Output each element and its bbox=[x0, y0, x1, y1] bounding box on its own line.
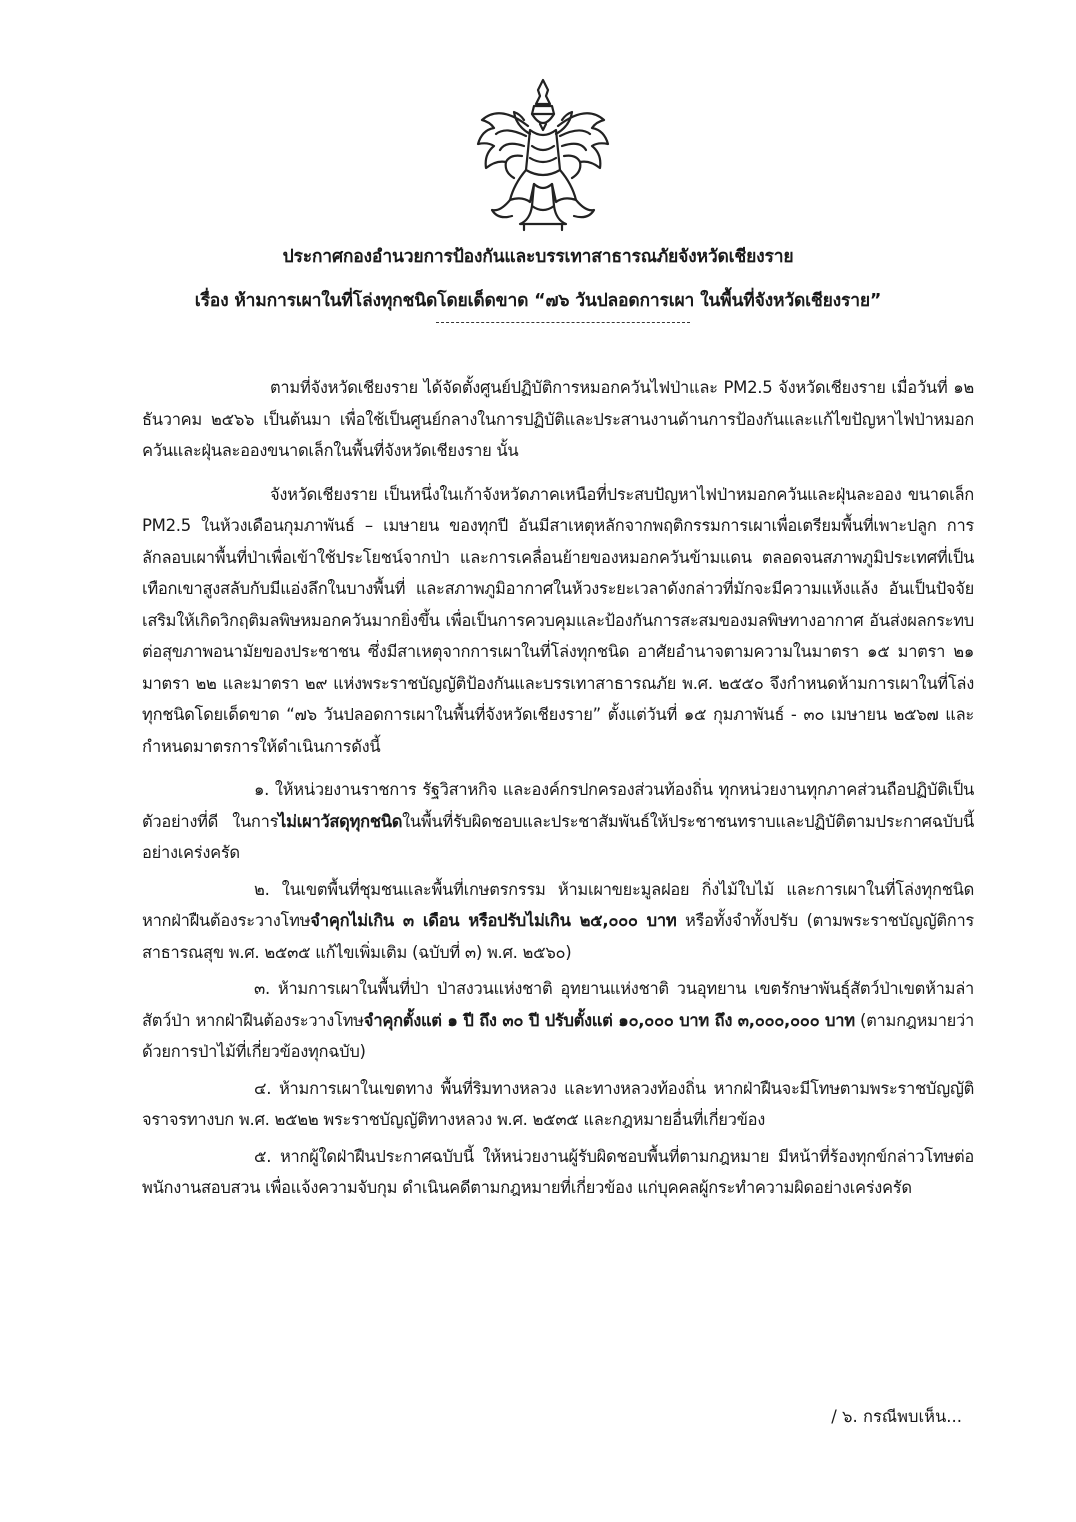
measure-item-1 bbox=[142, 774, 974, 869]
measure-item-1-text-end: ในพื้นที่รับผิดชอบและประชาสัมพันธ์ให้ประชาชนทราบและปฏิบัติตามประกาศฉบับนี้อย่างเคร่งครัด bbox=[142, 811, 974, 862]
measure-item-3-text: ๓. ห้ามการเผาในพื้นที่ป่า ป่าสงวนแห่งชาติ อุทยานแห่งชาติ วนอุทยาน เขตรักษาพันธุ์สัตว์ป่าเขตห้ามล่าสัตว์ป่า หากฝ่าฝืนต้องระวางโทษ bbox=[142, 979, 974, 1030]
intro-paragraph-text: ตามที่จังหวัดเชียงราย ได้จัดตั้งศูนย์ปฏิบัติการหมอกควันไฟป่าและ PM2.5 จังหวัดเชียงราย เมื่อวันที่ ๑๒ ธันวาคม ๒๕๖๖ เป็นต้นมา เพื่อใช้เป็นศูนย์กลางในการปฏิบัติและประสานงานด้านการป้องกันและแก้ไขปัญหาไฟป่าหมอกควันและฝุ่นละอองขนาดเล็กในพื้นที่จังหวัดเชียงราย นั้น bbox=[142, 378, 974, 460]
document-body bbox=[142, 372, 974, 1209]
measure-item-4-text: ๔. ห้ามการเผาในเขตทาง พื้นที่ริมทางหลวง และทางหลวงท้องถิ่น หากฝ่าฝืนจะมีโทษตามพระราชบัญญัติจราจรทางบก พ.ศ. ๒๕๒๒ พระราชบัญญัติทางหลวง พ.ศ. ๒๕๓๕ และกฎหมายอื่นที่เกี่ยวข้อง bbox=[142, 1078, 974, 1129]
measure-item-4 bbox=[142, 1073, 974, 1136]
garuda-emblem-icon bbox=[470, 74, 616, 234]
measure-item-5 bbox=[142, 1141, 974, 1204]
announcement-subject: เรื่อง ห้ามการเผาในที่โล่งทุกชนิดโดยเด็ดขาด “๗๖ วันปลอดการเผา ในพื้นที่จังหวัดเชียงราย” bbox=[194, 291, 882, 311]
intro-paragraph bbox=[142, 372, 974, 467]
page-continuation-note: / ๖. กรณีพบเห็น... bbox=[831, 1407, 962, 1426]
measure-item-2 bbox=[142, 874, 974, 969]
measure-item-3 bbox=[142, 973, 974, 1068]
measure-item-1-emphasis: ไม่เผาวัสดุทุกชนิด bbox=[278, 811, 403, 831]
measure-item-2-text: ๒. ในเขตพื้นที่ชุมชนและพื้นที่เกษตรกรรม ห้ามเผาขยะมูลฝอย กิ่งไม้ใบไม้ และการเผาในที่โล่งทุกชนิด หากฝ่าฝืนต้องระวางโทษ bbox=[142, 879, 974, 930]
measure-item-3-text-end: (ตามกฎหมายว่าด้วยการป่าไม้ที่เกี่ยวข้องทุกฉบับ) bbox=[142, 1010, 974, 1061]
measure-item-2-text-end: หรือทั้งจำทั้งปรับ (ตามพระราชบัญญัติการสาธารณสุข พ.ศ. ๒๕๓๕ แก้ไขเพิ่มเติม (ฉบับที่ ๓) พ.ศ. ๒๕๖๐) bbox=[142, 911, 974, 962]
measure-item-3-penalty: จำคุกตั้งแต่ ๑ ปี ถึง ๓๐ ปี ปรับตั้งแต่ ๑๐,๐๐๐ บาท ถึง ๓,๐๐๐,๐๐๐ บาท bbox=[363, 1010, 855, 1030]
measure-item-2-penalty: จำคุกไม่เกิน ๓ เดือน หรือปรับไม่เกิน ๒๕,๐๐๐ บาท bbox=[310, 911, 677, 930]
title-separator-divider bbox=[436, 322, 690, 323]
measure-item-5-text: ๕. หากผู้ใดฝ่าฝืนประกาศฉบับนี้ ให้หน่วยงานผู้รับผิดชอบพื้นที่ตามกฎหมาย มีหน้าที่ร้องทุกข์กล่าวโทษต่อพนักงานสอบสวน เพื่อแจ้งความจับกุม ดำเนินคดีตามกฎหมายที่เกี่ยวข้อง แก่บุคคลผู้กระทำความผิดอย่างเคร่งครัด bbox=[142, 1146, 974, 1197]
reason-paragraph-text: จังหวัดเชียงราย เป็นหนึ่งในเก้าจังหวัดภาคเหนือที่ประสบปัญหาไฟป่าหมอกควันและฝุ่นละออง ขนาดเล็ก PM2.5 ในห้วงเดือนกุมภาพันธ์ – เมษายน ของทุกปี อันมีสาเหตุหลักจากพฤติกรรมการเผาเพื่อเตรียมพื้นที่เพาะปลูก การลักลอบเผาพื้นที่ป่าเพื่อเข้าใช้ประโยชน์จากป่า และการเคลื่อนย้ายของหมอกควันข้ามแดน ตลอดจนสภาพภูมิประเทศที่เป็นเทือกเขาสูงสลับกับมีแอ่งลึกในบางพื้นที่ และสภาพภูมิอากาศในห้วงระยะเวลาดังกล่าวที่มักจะมีความแห้งแล้ง อันเป็นปัจจัยเสริมให้เกิดวิกฤติมลพิษหมอกควันมากยิ่งขึ้น เพื่อเป็นการควบคุมและป้องกันการสะสมของมลพิษทางอากาศ อันส่งผลกระทบต่อสุขภาพอนามัยของประชาชน ซึ่งมีสาเหตุจากการเผาในที่โล่งทุกชนิด อาศัยอำนาจตามความในมาตรา ๑๕ มาตรา ๒๑ มาตรา ๒๒ และมาตรา ๒๙ แห่งพระราชบัญญัติป้องกันและบรรเทาสาธารณภัย พ.ศ. ๒๕๕๐ จึงกำหนดห้ามการเผาในที่โล่งทุกชนิดโดยเด็ดขาด “๗๖ วันปลอดการเผาในพื้นที่จังหวัดเชียงราย” ตั้งแต่วันที่ ๑๕ กุมภาพันธ์ - ๓๐ เมษายน ๒๕๖๗ และกำหนดมาตรการให้ดำเนินการดังนี้ bbox=[142, 484, 975, 756]
measure-item-1-text: ๑. ให้หน่วยงานราชการ รัฐวิสาหกิจ และองค์กรปกครองส่วนท้องถิ่น ทุกหน่วยงานทุกภาคส่วนถือปฏิบัติเป็นตัวอย่างที่ดี ในการ bbox=[142, 780, 974, 831]
reason-paragraph bbox=[142, 479, 974, 763]
announcement-title: ประกาศกองอำนวยการป้องกันและบรรเทาสาธารณภัยจังหวัดเชียงราย bbox=[282, 247, 794, 267]
